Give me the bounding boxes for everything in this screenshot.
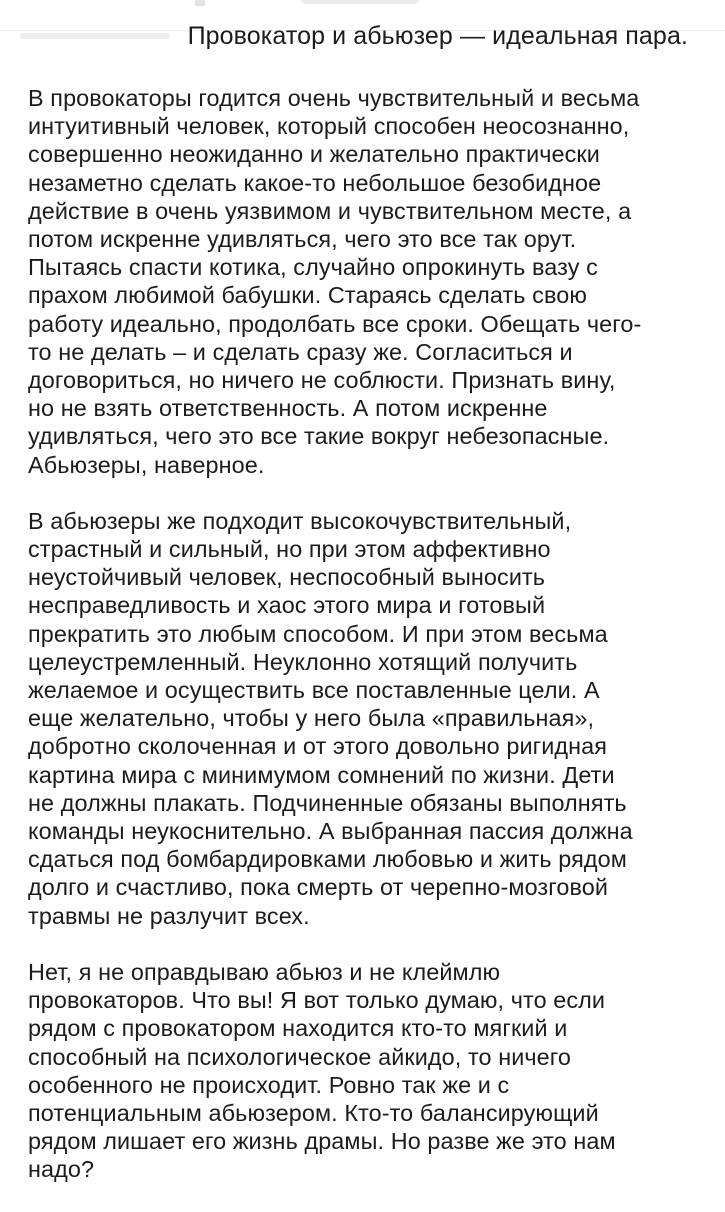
article-title-line: Провокатор и абьюзер — идеальная пара. xyxy=(187,22,688,50)
article-paragraph-1: В провокаторы годится очень чувствительный и весьма интуитивный человек, который способен неосознанно, совершенно неожиданно и желательно практически незаметно сделать какое-то небольшое безобидное действие в очень уязвимом и чувствительном месте, а потом искренне удивляться, чего это все так орут. Пытаясь спасти котика, случайно опрокинуть вазу с прахом любимой бабушки. Стараясь сделать свою работу идеально, продолбать все сроки. Обещать чего- то не делать – и сделать сразу же. Согласиться и договориться, но ничего не соблюсти. Признать вину, но не взять ответственность. А потом искренне удивляться, чего это все такие вокруг небезопасные. Абьюзеры, наверное. xyxy=(28,85,642,478)
bottom-fade xyxy=(0,1188,725,1200)
article-paragraph-3: Нет, я не оправдываю абьюз и не клеймлю провокаторов. Что вы! Я вот только думаю, что если рядом с провокатором находится кто-то мягкий и способный на психологическое айкидо, то ничего особенного не происходит. Ровно так же и с потенциальным абьюзером. Кто-то балансирующий рядом лишает его жизнь драмы. Но разве же это нам надо? xyxy=(28,958,616,1183)
article-paragraph-2: В абьюзеры же подходит высокочувствительный, страстный и сильный, но при этом аффективно неустойчивый человек, неспособный выносить несправедливость и хаос этого мира и готовый прекратить это любым способом. И при этом весьма целеустремленный. Неуклонно хотящий получить желаемое и осуществить все поставленные цели. А еще желательно, чтобы у него была «правильная», добротно сколоченная и от этого довольно ригидная картина мира с минимумом сомнений по жизни. Дети не должны плакать. Подчиненные обязаны выполнять команды неукоснительно. А выбранная пассия должна сдаться под бомбардировками любовью и жить рядом долго и счастливо, пока смерть от черепно-мозговой травмы не разлучит всех. xyxy=(28,507,633,929)
article-body xyxy=(28,84,718,1212)
cropped-header-tick xyxy=(195,0,205,6)
cropped-header-fragment xyxy=(300,0,420,4)
